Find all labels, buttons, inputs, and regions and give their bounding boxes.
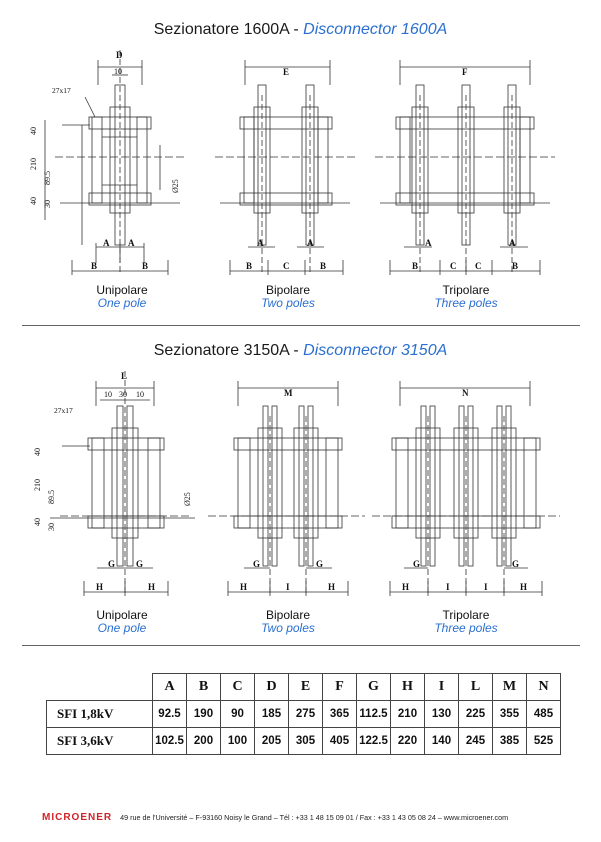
section-divider-2 — [22, 645, 580, 646]
title-separator: - — [288, 342, 304, 359]
table-row — [47, 728, 561, 755]
table-cell: 90 — [221, 701, 255, 728]
col-header: B — [187, 674, 221, 701]
dim-h-3: H — [240, 582, 248, 592]
dim-b-5: B — [412, 261, 419, 271]
row-model: SFI 3,6kV — [47, 728, 153, 755]
dim-g-3: G — [253, 559, 261, 569]
dim-g-2: G — [136, 559, 144, 569]
section-divider-1 — [22, 325, 580, 326]
dim-89.5: 89.5 — [47, 490, 56, 504]
unipolar-1600-drawing — [45, 50, 185, 275]
dim-h-6: H — [520, 582, 528, 592]
unipolar-3150-drawing — [50, 371, 195, 596]
caption-en: One pole — [97, 621, 147, 635]
table-cell: 112.5 — [357, 701, 391, 728]
caption-it: Unipolare — [96, 608, 148, 622]
dim-40a: 40 — [29, 127, 38, 135]
dim-30: 30 — [43, 200, 52, 208]
col-header: A — [153, 674, 187, 701]
dim-a-6: A — [509, 238, 516, 248]
caption-unipolar-1600 — [62, 283, 182, 309]
table-cell: 122.5 — [357, 728, 391, 755]
dim-i-1: I — [286, 582, 290, 592]
table-cell: 365 — [323, 701, 357, 728]
table-cell: 100 — [221, 728, 255, 755]
dim-a-5: A — [425, 238, 432, 248]
dim-m: M — [284, 388, 293, 398]
row-model: SFI 1,8kV — [47, 701, 153, 728]
dim-h-4: H — [328, 582, 336, 592]
dim-27x17: 27x17 — [52, 86, 71, 95]
caption-tripolar-1600 — [406, 283, 526, 309]
dim-f: F — [462, 67, 468, 77]
section2-drawings — [0, 366, 601, 606]
dim-c-3: C — [475, 261, 482, 271]
table-cell: 185 — [255, 701, 289, 728]
caption-en: Three poles — [434, 621, 498, 635]
table-cell: 485 — [527, 701, 561, 728]
caption-it: Bipolare — [265, 283, 311, 297]
dim-h-2: H — [148, 582, 156, 592]
dim-b-3: B — [246, 261, 253, 271]
section1-title-en: Disconnector 1600A — [303, 21, 448, 38]
dim-l-30: 30 — [119, 390, 127, 399]
col-header: M — [493, 674, 527, 701]
col-header: I — [425, 674, 459, 701]
dim-l-10b: 10 — [136, 390, 144, 399]
table-cell: 385 — [493, 728, 527, 755]
dim-b-4: B — [320, 261, 327, 271]
company-address: 49 rue de l'Université – F-93160 Noisy le Grand – Tél : +33 1 48 15 09 01 / Fax : +33 1 43 05 08 24 – www.microener.com — [120, 813, 509, 822]
table-cell: 245 — [459, 728, 493, 755]
section1-drawings — [0, 45, 601, 285]
table-cell: 190 — [187, 701, 221, 728]
section1-title-it: Sezionatore 1600A — [153, 21, 289, 38]
table-cell: 210 — [391, 701, 425, 728]
dim-a-4: A — [307, 238, 314, 248]
section2-title-it: Sezionatore 3150A — [153, 342, 289, 359]
dim-l: L — [121, 371, 128, 381]
bipolar-1600-drawing — [215, 60, 355, 275]
dim-40b: 40 — [33, 518, 42, 526]
table-cell: 92.5 — [153, 701, 187, 728]
table-cell: 130 — [425, 701, 459, 728]
dim-e: E — [283, 67, 290, 77]
dim-a-1: A — [103, 238, 110, 248]
title-separator: - — [288, 21, 304, 38]
page-footer — [42, 812, 508, 823]
caption-unipolar-3150 — [62, 608, 182, 634]
col-header: F — [323, 674, 357, 701]
col-header: D — [255, 674, 289, 701]
dim-dia25: Ø25 — [171, 179, 180, 193]
caption-it: Unipolare — [96, 283, 148, 297]
dim-g-1: G — [108, 559, 116, 569]
dim-n: N — [462, 388, 469, 398]
table-corner — [47, 674, 153, 701]
table-cell: 140 — [425, 728, 459, 755]
col-header: L — [459, 674, 493, 701]
tripolar-1600-drawing — [375, 60, 555, 275]
dim-h-5: H — [402, 582, 410, 592]
table-cell: 275 — [289, 701, 323, 728]
dim-40b: 40 — [29, 197, 38, 205]
col-header: G — [357, 674, 391, 701]
dim-h-1: H — [96, 582, 104, 592]
tripolar-3150-drawing — [372, 381, 560, 596]
dim-b-2: B — [142, 261, 149, 271]
caption-it: Bipolare — [265, 608, 311, 622]
caption-bipolar-1600 — [228, 283, 348, 309]
dim-c-2: C — [450, 261, 457, 271]
table-header-row — [47, 674, 561, 701]
dim-g-6: G — [512, 559, 520, 569]
table-cell: 305 — [289, 728, 323, 755]
col-header: N — [527, 674, 561, 701]
dim-40a: 40 — [33, 448, 42, 456]
dim-d: D — [116, 50, 123, 60]
col-header: H — [391, 674, 425, 701]
caption-bipolar-3150 — [228, 608, 348, 634]
caption-tripolar-3150 — [406, 608, 526, 634]
caption-en: Three poles — [434, 296, 498, 310]
section2-title — [0, 342, 601, 360]
caption-en: Two poles — [261, 296, 315, 310]
table-cell: 355 — [493, 701, 527, 728]
brand-logo: MICROENER — [42, 812, 113, 823]
dim-a-3: A — [257, 238, 264, 248]
dim-210: 210 — [33, 479, 42, 491]
dim-b-1: B — [91, 261, 98, 271]
caption-en: One pole — [97, 296, 147, 310]
table-cell: 525 — [527, 728, 561, 755]
dim-c-1: C — [283, 261, 290, 271]
table-cell: 220 — [391, 728, 425, 755]
table-cell: 405 — [323, 728, 357, 755]
caption-en: Two poles — [261, 621, 315, 635]
table-cell: 225 — [459, 701, 493, 728]
dim-10: 10 — [114, 67, 122, 76]
section2-title-en: Disconnector 3150A — [303, 342, 448, 359]
table-cell: 205 — [255, 728, 289, 755]
dim-i-3: I — [484, 582, 488, 592]
caption-it: Tripolare — [442, 283, 490, 297]
caption-it: Tripolare — [442, 608, 490, 622]
section1-title — [0, 21, 601, 39]
dim-27x17: 27x17 — [54, 406, 73, 415]
dim-30: 30 — [47, 523, 56, 531]
bipolar-3150-drawing — [208, 381, 365, 596]
dimensions-table — [46, 673, 561, 755]
col-header: C — [221, 674, 255, 701]
dim-a-2: A — [128, 238, 135, 248]
dim-210: 210 — [29, 158, 38, 170]
dim-89.5: 89.5 — [43, 171, 52, 185]
col-header: E — [289, 674, 323, 701]
table-cell: 102.5 — [153, 728, 187, 755]
dim-dia25: Ø25 — [183, 492, 192, 506]
table-cell: 200 — [187, 728, 221, 755]
table-row — [47, 701, 561, 728]
dim-b-6: B — [512, 261, 519, 271]
dim-l-10a: 10 — [104, 390, 112, 399]
dim-g-5: G — [413, 559, 421, 569]
dim-i-2: I — [446, 582, 450, 592]
dim-g-4: G — [316, 559, 324, 569]
